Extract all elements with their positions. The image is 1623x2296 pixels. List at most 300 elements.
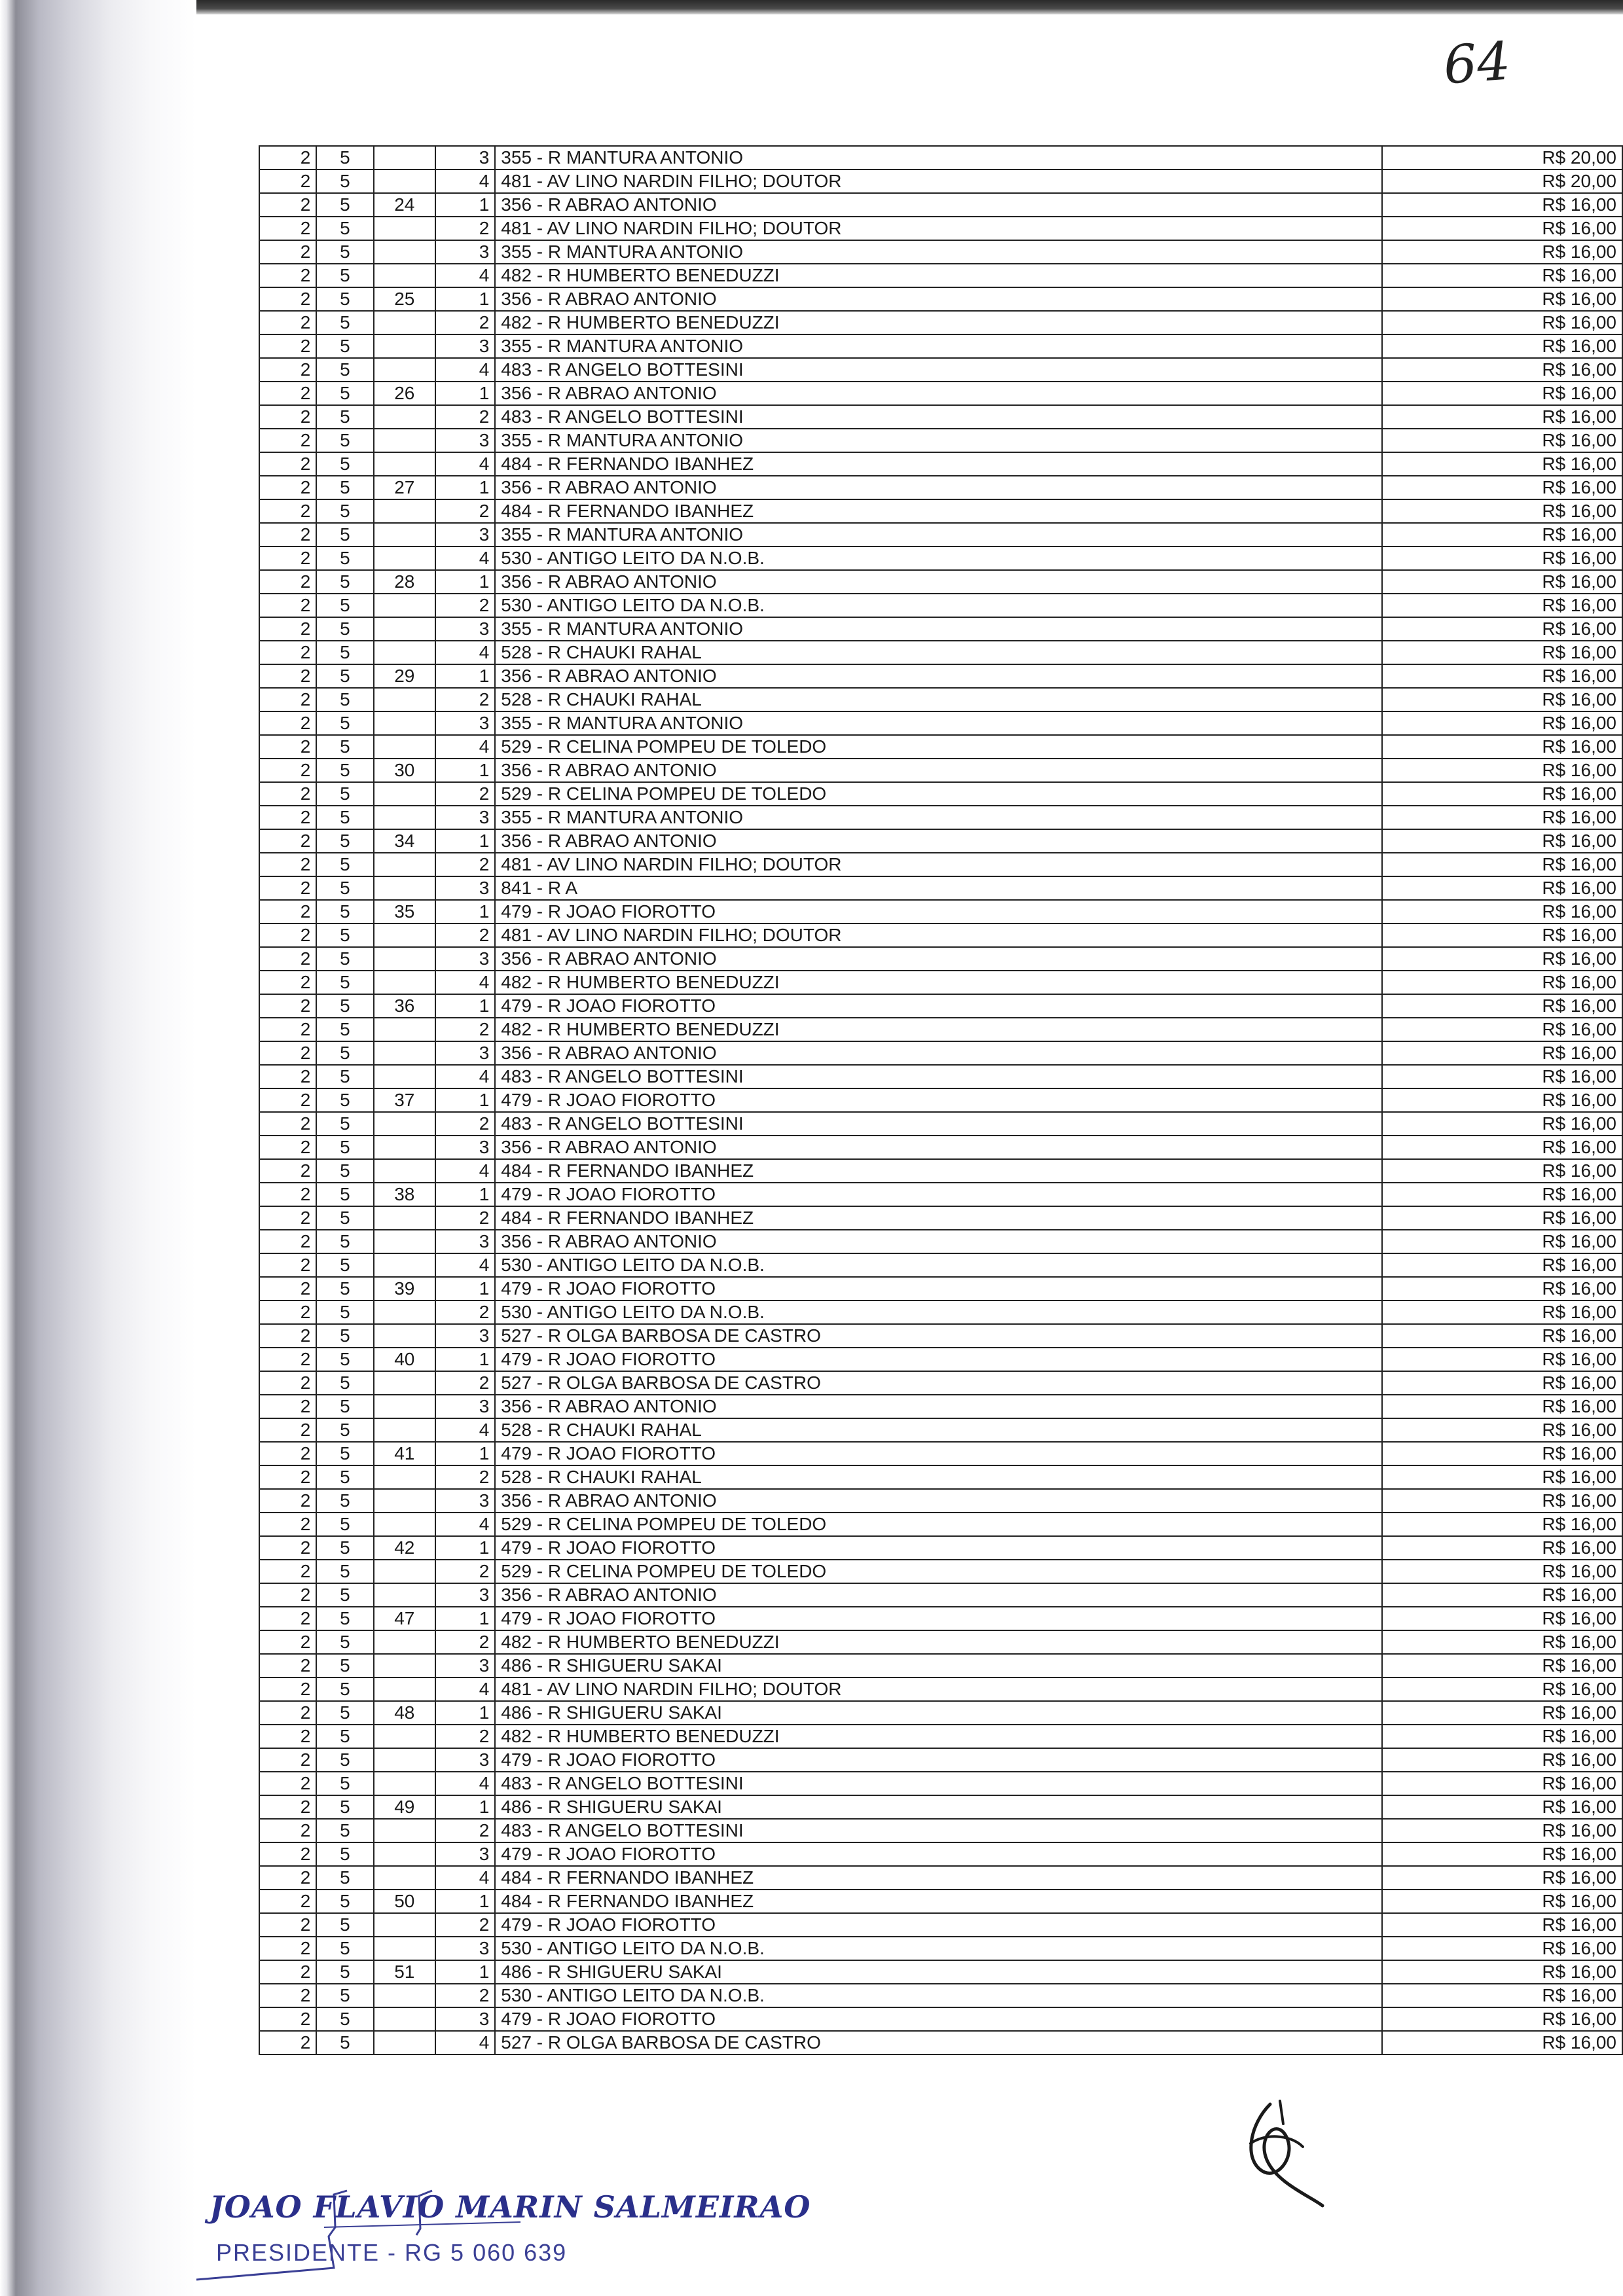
cell-value: R$ 16,00 xyxy=(1382,1842,1622,1866)
table-row xyxy=(259,523,1622,547)
cell-block: 5 xyxy=(316,1018,373,1041)
cell-block: 5 xyxy=(316,617,373,641)
cell-lot xyxy=(374,452,435,476)
cell-block: 5 xyxy=(316,1583,373,1607)
cell-value: R$ 16,00 xyxy=(1382,264,1622,287)
cell-value: R$ 16,00 xyxy=(1382,806,1622,829)
table-row xyxy=(259,287,1622,311)
cell-street: 356 - R ABRAO ANTONIO xyxy=(495,1041,1382,1065)
cell-block: 5 xyxy=(316,523,373,547)
cell-lot xyxy=(374,1842,435,1866)
cell-side: 4 xyxy=(435,1677,495,1701)
cell-lot: 24 xyxy=(374,193,435,217)
cell-street: 530 - ANTIGO LEITO DA N.O.B. xyxy=(495,1984,1382,2007)
cell-sector: 2 xyxy=(259,876,316,900)
cell-block: 5 xyxy=(316,1418,373,1442)
table-row xyxy=(259,358,1622,382)
cell-value: R$ 16,00 xyxy=(1382,1819,1622,1842)
cell-sector: 2 xyxy=(259,1230,316,1253)
table-row xyxy=(259,1984,1622,2007)
cell-side: 4 xyxy=(435,735,495,759)
cell-street: 355 - R MANTURA ANTONIO xyxy=(495,617,1382,641)
cell-lot: 36 xyxy=(374,994,435,1018)
table-row xyxy=(259,594,1622,617)
cell-side: 1 xyxy=(435,1890,495,1913)
cell-side: 1 xyxy=(435,900,495,924)
cell-lot xyxy=(374,547,435,570)
cell-street: 486 - R SHIGUERU SAKAI xyxy=(495,1960,1382,1984)
cell-lot xyxy=(374,853,435,876)
cell-sector: 2 xyxy=(259,240,316,264)
cell-block: 5 xyxy=(316,947,373,971)
cell-sector: 2 xyxy=(259,547,316,570)
cell-lot xyxy=(374,594,435,617)
table-row xyxy=(259,829,1622,853)
table-row xyxy=(259,759,1622,782)
cell-lot: 39 xyxy=(374,1277,435,1300)
cell-side: 4 xyxy=(435,1253,495,1277)
cell-lot xyxy=(374,523,435,547)
cell-side: 3 xyxy=(435,1324,495,1348)
cell-block: 5 xyxy=(316,193,373,217)
table-row xyxy=(259,1560,1622,1583)
cell-sector: 2 xyxy=(259,829,316,853)
cell-block: 5 xyxy=(316,1489,373,1513)
cell-value: R$ 16,00 xyxy=(1382,523,1622,547)
cell-side: 4 xyxy=(435,264,495,287)
cell-sector: 2 xyxy=(259,217,316,240)
cell-street: 482 - R HUMBERTO BENEDUZZI xyxy=(495,264,1382,287)
cell-sector: 2 xyxy=(259,1418,316,1442)
table-row xyxy=(259,476,1622,499)
cell-lot: 42 xyxy=(374,1536,435,1560)
cell-value: R$ 16,00 xyxy=(1382,311,1622,334)
cell-value: R$ 16,00 xyxy=(1382,1041,1622,1065)
cell-lot: 41 xyxy=(374,1442,435,1465)
cell-side: 4 xyxy=(435,1159,495,1183)
cell-value: R$ 16,00 xyxy=(1382,1442,1622,1465)
cell-street: 483 - R ANGELO BOTTESINI xyxy=(495,1819,1382,1842)
cell-value: R$ 16,00 xyxy=(1382,664,1622,688)
cell-street: 481 - AV LINO NARDIN FILHO; DOUTOR xyxy=(495,924,1382,947)
cell-value: R$ 20,00 xyxy=(1382,170,1622,193)
cell-lot xyxy=(374,924,435,947)
cell-side: 3 xyxy=(435,334,495,358)
cell-street: 530 - ANTIGO LEITO DA N.O.B. xyxy=(495,547,1382,570)
cell-block: 5 xyxy=(316,688,373,711)
cell-street: 481 - AV LINO NARDIN FILHO; DOUTOR xyxy=(495,170,1382,193)
cell-lot xyxy=(374,240,435,264)
cell-street: 484 - R FERNANDO IBANHEZ xyxy=(495,1890,1382,1913)
cell-value: R$ 16,00 xyxy=(1382,759,1622,782)
table-row xyxy=(259,1253,1622,1277)
cell-side: 2 xyxy=(435,311,495,334)
cell-value: R$ 16,00 xyxy=(1382,287,1622,311)
table-row xyxy=(259,1513,1622,1536)
cell-lot xyxy=(374,334,435,358)
cell-sector: 2 xyxy=(259,405,316,429)
cell-sector: 2 xyxy=(259,2031,316,2054)
cell-value: R$ 16,00 xyxy=(1382,1913,1622,1937)
table-row xyxy=(259,1041,1622,1065)
cell-side: 3 xyxy=(435,617,495,641)
cell-side: 4 xyxy=(435,547,495,570)
cell-block: 5 xyxy=(316,1253,373,1277)
table-row xyxy=(259,1960,1622,1984)
cell-side: 4 xyxy=(435,641,495,664)
cell-side: 3 xyxy=(435,2007,495,2031)
cell-side: 4 xyxy=(435,358,495,382)
table-row xyxy=(259,1677,1622,1701)
cell-sector: 2 xyxy=(259,382,316,405)
cell-value: R$ 16,00 xyxy=(1382,1772,1622,1795)
cell-side: 4 xyxy=(435,170,495,193)
cell-block: 5 xyxy=(316,1536,373,1560)
table-row xyxy=(259,1465,1622,1489)
cell-street: 356 - R ABRAO ANTONIO xyxy=(495,829,1382,853)
cell-value: R$ 16,00 xyxy=(1382,1136,1622,1159)
cell-lot xyxy=(374,358,435,382)
cell-sector: 2 xyxy=(259,782,316,806)
table-row xyxy=(259,1183,1622,1206)
cell-side: 2 xyxy=(435,1725,495,1748)
cell-sector: 2 xyxy=(259,429,316,452)
cell-block: 5 xyxy=(316,1206,373,1230)
cell-block: 5 xyxy=(316,1677,373,1701)
cell-street: 479 - R JOAO FIOROTTO xyxy=(495,994,1382,1018)
cell-street: 484 - R FERNANDO IBANHEZ xyxy=(495,499,1382,523)
cell-block: 5 xyxy=(316,382,373,405)
cell-block: 5 xyxy=(316,782,373,806)
cell-block: 5 xyxy=(316,1371,373,1395)
cell-side: 1 xyxy=(435,193,495,217)
cell-sector: 2 xyxy=(259,1607,316,1630)
table-row xyxy=(259,1348,1622,1371)
cell-value: R$ 16,00 xyxy=(1382,1984,1622,2007)
cell-street: 355 - R MANTURA ANTONIO xyxy=(495,146,1382,170)
cell-side: 2 xyxy=(435,1371,495,1395)
table-row xyxy=(259,664,1622,688)
cell-lot xyxy=(374,1913,435,1937)
cell-lot xyxy=(374,1065,435,1088)
cell-sector: 2 xyxy=(259,1324,316,1348)
cell-side: 3 xyxy=(435,1842,495,1866)
cell-block: 5 xyxy=(316,1795,373,1819)
table-row xyxy=(259,641,1622,664)
table-row xyxy=(259,1866,1622,1890)
cell-lot xyxy=(374,1772,435,1795)
cell-sector: 2 xyxy=(259,1206,316,1230)
cell-value: R$ 16,00 xyxy=(1382,641,1622,664)
cell-street: 481 - AV LINO NARDIN FILHO; DOUTOR xyxy=(495,1677,1382,1701)
cell-sector: 2 xyxy=(259,1065,316,1088)
cell-value: R$ 16,00 xyxy=(1382,735,1622,759)
cell-street: 484 - R FERNANDO IBANHEZ xyxy=(495,1206,1382,1230)
cell-value: R$ 16,00 xyxy=(1382,1395,1622,1418)
cell-side: 3 xyxy=(435,240,495,264)
table-row xyxy=(259,1583,1622,1607)
cell-side: 1 xyxy=(435,1960,495,1984)
cell-street: 356 - R ABRAO ANTONIO xyxy=(495,1489,1382,1513)
cell-side: 1 xyxy=(435,1088,495,1112)
cell-street: 484 - R FERNANDO IBANHEZ xyxy=(495,1866,1382,1890)
cell-value: R$ 16,00 xyxy=(1382,1748,1622,1772)
cell-lot: 27 xyxy=(374,476,435,499)
cell-lot: 28 xyxy=(374,570,435,594)
cell-block: 5 xyxy=(316,806,373,829)
cell-lot xyxy=(374,735,435,759)
cell-side: 4 xyxy=(435,1772,495,1795)
cell-lot xyxy=(374,170,435,193)
cell-lot: 29 xyxy=(374,664,435,688)
cell-side: 1 xyxy=(435,1442,495,1465)
cell-value: R$ 16,00 xyxy=(1382,594,1622,617)
table-row xyxy=(259,1842,1622,1866)
cell-street: 355 - R MANTURA ANTONIO xyxy=(495,334,1382,358)
cell-sector: 2 xyxy=(259,1960,316,1984)
cell-block: 5 xyxy=(316,1324,373,1348)
cell-side: 3 xyxy=(435,947,495,971)
cell-value: R$ 16,00 xyxy=(1382,499,1622,523)
cell-lot: 37 xyxy=(374,1088,435,1112)
cell-lot xyxy=(374,1866,435,1890)
cell-lot xyxy=(374,1324,435,1348)
cell-side: 4 xyxy=(435,452,495,476)
cell-side: 2 xyxy=(435,594,495,617)
cell-block: 5 xyxy=(316,735,373,759)
cell-sector: 2 xyxy=(259,1371,316,1395)
cell-side: 1 xyxy=(435,1183,495,1206)
cell-side: 3 xyxy=(435,1654,495,1677)
cell-side: 1 xyxy=(435,382,495,405)
cell-street: 479 - R JOAO FIOROTTO xyxy=(495,1607,1382,1630)
table-row xyxy=(259,853,1622,876)
cell-street: 486 - R SHIGUERU SAKAI xyxy=(495,1795,1382,1819)
cell-side: 4 xyxy=(435,1866,495,1890)
cell-block: 5 xyxy=(316,994,373,1018)
cell-lot xyxy=(374,1206,435,1230)
cell-side: 2 xyxy=(435,1913,495,1937)
cell-street: 528 - R CHAUKI RAHAL xyxy=(495,688,1382,711)
cell-value: R$ 16,00 xyxy=(1382,829,1622,853)
table-row xyxy=(259,1654,1622,1677)
table-row xyxy=(259,1725,1622,1748)
table-row xyxy=(259,1159,1622,1183)
cell-sector: 2 xyxy=(259,1654,316,1677)
cell-block: 5 xyxy=(316,358,373,382)
cell-lot xyxy=(374,2007,435,2031)
cell-side: 1 xyxy=(435,570,495,594)
cell-lot xyxy=(374,641,435,664)
cell-lot xyxy=(374,2031,435,2054)
cell-side: 2 xyxy=(435,1112,495,1136)
cell-sector: 2 xyxy=(259,1536,316,1560)
cell-side: 3 xyxy=(435,1230,495,1253)
cell-lot: 50 xyxy=(374,1890,435,1913)
cell-value: R$ 16,00 xyxy=(1382,1465,1622,1489)
cell-value: R$ 16,00 xyxy=(1382,334,1622,358)
cell-sector: 2 xyxy=(259,735,316,759)
cell-block: 5 xyxy=(316,334,373,358)
cell-side: 3 xyxy=(435,1489,495,1513)
cell-sector: 2 xyxy=(259,1890,316,1913)
cell-block: 5 xyxy=(316,829,373,853)
cell-lot xyxy=(374,1253,435,1277)
table-row xyxy=(259,1395,1622,1418)
cell-sector: 2 xyxy=(259,1489,316,1513)
cell-block: 5 xyxy=(316,711,373,735)
cell-block: 5 xyxy=(316,900,373,924)
cell-block: 5 xyxy=(316,1701,373,1725)
table-row xyxy=(259,1088,1622,1112)
cell-lot xyxy=(374,146,435,170)
cell-lot xyxy=(374,1583,435,1607)
cell-lot: 48 xyxy=(374,1701,435,1725)
cell-value: R$ 16,00 xyxy=(1382,924,1622,947)
cell-side: 2 xyxy=(435,853,495,876)
cell-sector: 2 xyxy=(259,971,316,994)
cell-sector: 2 xyxy=(259,2007,316,2031)
cell-sector: 2 xyxy=(259,711,316,735)
cell-side: 1 xyxy=(435,1536,495,1560)
table-row xyxy=(259,1277,1622,1300)
table-row xyxy=(259,1489,1622,1513)
cell-sector: 2 xyxy=(259,1583,316,1607)
cell-side: 1 xyxy=(435,476,495,499)
cell-side: 3 xyxy=(435,711,495,735)
cell-block: 5 xyxy=(316,1560,373,1583)
cell-lot xyxy=(374,405,435,429)
cell-block: 5 xyxy=(316,429,373,452)
cell-side: 2 xyxy=(435,405,495,429)
cell-lot xyxy=(374,1937,435,1960)
cell-block: 5 xyxy=(316,170,373,193)
cell-street: 527 - R OLGA BARBOSA DE CASTRO xyxy=(495,1324,1382,1348)
table-row xyxy=(259,217,1622,240)
cell-side: 4 xyxy=(435,1065,495,1088)
cell-value: R$ 16,00 xyxy=(1382,476,1622,499)
cell-lot xyxy=(374,429,435,452)
cell-street: 482 - R HUMBERTO BENEDUZZI xyxy=(495,1725,1382,1748)
table-row xyxy=(259,405,1622,429)
president-stamp xyxy=(157,2189,811,2287)
cell-value: R$ 20,00 xyxy=(1382,146,1622,170)
cell-block: 5 xyxy=(316,1159,373,1183)
cell-street: 530 - ANTIGO LEITO DA N.O.B. xyxy=(495,1253,1382,1277)
cell-street: 529 - R CELINA POMPEU DE TOLEDO xyxy=(495,1513,1382,1536)
cell-side: 1 xyxy=(435,664,495,688)
cell-street: 484 - R FERNANDO IBANHEZ xyxy=(495,1159,1382,1183)
cell-sector: 2 xyxy=(259,924,316,947)
cell-street: 356 - R ABRAO ANTONIO xyxy=(495,1395,1382,1418)
cell-block: 5 xyxy=(316,2031,373,2054)
cell-street: 529 - R CELINA POMPEU DE TOLEDO xyxy=(495,735,1382,759)
cell-side: 3 xyxy=(435,146,495,170)
cell-lot: 49 xyxy=(374,1795,435,1819)
cell-side: 1 xyxy=(435,1277,495,1300)
cell-block: 5 xyxy=(316,217,373,240)
cell-block: 5 xyxy=(316,1607,373,1630)
cell-block: 5 xyxy=(316,594,373,617)
cell-value: R$ 16,00 xyxy=(1382,1937,1622,1960)
table-row xyxy=(259,876,1622,900)
table-row xyxy=(259,452,1622,476)
cell-block: 5 xyxy=(316,146,373,170)
cell-sector: 2 xyxy=(259,688,316,711)
cell-block: 5 xyxy=(316,1300,373,1324)
cell-lot xyxy=(374,1018,435,1041)
cell-block: 5 xyxy=(316,1937,373,1960)
table-row xyxy=(259,1300,1622,1324)
cell-block: 5 xyxy=(316,1984,373,2007)
cell-value: R$ 16,00 xyxy=(1382,617,1622,641)
cell-side: 3 xyxy=(435,1748,495,1772)
cell-block: 5 xyxy=(316,1065,373,1088)
cell-side: 2 xyxy=(435,217,495,240)
table-row xyxy=(259,617,1622,641)
cell-side: 1 xyxy=(435,1607,495,1630)
cell-lot xyxy=(374,1677,435,1701)
cell-side: 2 xyxy=(435,1819,495,1842)
table-row xyxy=(259,1371,1622,1395)
cell-street: 481 - AV LINO NARDIN FILHO; DOUTOR xyxy=(495,853,1382,876)
cell-side: 1 xyxy=(435,1348,495,1371)
cell-sector: 2 xyxy=(259,146,316,170)
cell-block: 5 xyxy=(316,1277,373,1300)
table-row xyxy=(259,1748,1622,1772)
table-row xyxy=(259,1324,1622,1348)
stamp-name: JOAO FLAVIO MARIN SALMEIRAO xyxy=(210,2189,811,2225)
table-row xyxy=(259,499,1622,523)
cell-sector: 2 xyxy=(259,664,316,688)
cell-street: 356 - R ABRAO ANTONIO xyxy=(495,947,1382,971)
cell-street: 529 - R CELINA POMPEU DE TOLEDO xyxy=(495,1560,1382,1583)
cell-street: 841 - R A xyxy=(495,876,1382,900)
cell-street: 356 - R ABRAO ANTONIO xyxy=(495,664,1382,688)
table-row xyxy=(259,924,1622,947)
cell-block: 5 xyxy=(316,476,373,499)
table-row xyxy=(259,1630,1622,1654)
cell-street: 356 - R ABRAO ANTONIO xyxy=(495,570,1382,594)
table-row xyxy=(259,971,1622,994)
cell-block: 5 xyxy=(316,287,373,311)
cell-street: 482 - R HUMBERTO BENEDUZZI xyxy=(495,971,1382,994)
cell-lot xyxy=(374,1654,435,1677)
cell-street: 484 - R FERNANDO IBANHEZ xyxy=(495,452,1382,476)
cell-street: 527 - R OLGA BARBOSA DE CASTRO xyxy=(495,2031,1382,2054)
cell-lot xyxy=(374,1136,435,1159)
cell-value: R$ 16,00 xyxy=(1382,1277,1622,1300)
cell-block: 5 xyxy=(316,1842,373,1866)
cell-value: R$ 16,00 xyxy=(1382,1630,1622,1654)
cell-block: 5 xyxy=(316,499,373,523)
cell-value: R$ 16,00 xyxy=(1382,1159,1622,1183)
table-row xyxy=(259,193,1622,217)
cell-value: R$ 16,00 xyxy=(1382,876,1622,900)
cell-sector: 2 xyxy=(259,1560,316,1583)
cell-street: 479 - R JOAO FIOROTTO xyxy=(495,1442,1382,1465)
cell-value: R$ 16,00 xyxy=(1382,1890,1622,1913)
table-row xyxy=(259,1536,1622,1560)
cell-lot xyxy=(374,1489,435,1513)
ledger-table xyxy=(259,145,1623,2055)
table-row xyxy=(259,1136,1622,1159)
cell-sector: 2 xyxy=(259,476,316,499)
table-row xyxy=(259,1065,1622,1088)
table-row xyxy=(259,1442,1622,1465)
cell-side: 1 xyxy=(435,829,495,853)
binding-shadow xyxy=(0,0,196,2296)
